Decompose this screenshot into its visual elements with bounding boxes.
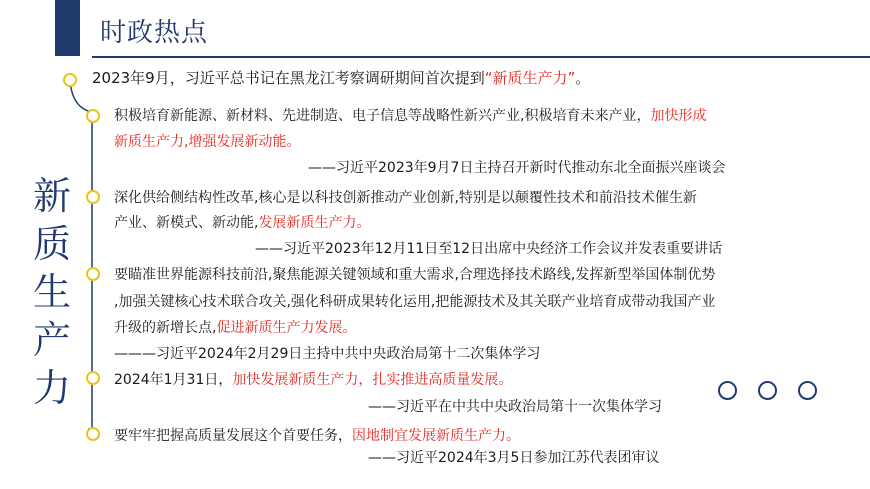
item-source: ——习近平2024年3月5日参加江苏代表团审议 [368,450,660,466]
item-text: 升级的新增长点, [114,320,217,336]
item-line [114,211,370,235]
item-highlight: 加快形成 [650,108,707,124]
item-line [114,186,697,210]
circle-icon [798,381,817,400]
item-line [114,104,706,128]
side-title-char: 新 [32,174,71,218]
item-line [114,290,715,314]
intro-text: 2023年9月，习近平总书记在黑龙江考察调研期间首次提到 [92,69,485,87]
item-highlight: 新质生产力,增强发展新动能。 [114,134,301,150]
page-title: 时政热点 [100,18,209,48]
item-highlight: 发展新质生产力。 [258,215,371,231]
item-highlight: 加快发展新质生产力，扎实推进高质量发展。 [232,372,513,388]
item-source: ———习近平2024年2月29日主持中共中央政治局第十二次集体学习 [114,346,541,362]
timeline-bullet [86,371,100,385]
side-title-char: 产 [32,318,71,362]
intro-tail: 。 [575,69,591,87]
item-text: 深化供给侧结构性改革,核心是以科技创新推动产业创新,特别是以颠覆性技术和前沿技术催生新 [114,190,697,206]
circle-icon [718,381,737,400]
item-line [114,368,512,392]
item-source: ——习近平2023年12月11日至12日出席中央经济工作会议并发表重要讲话 [255,241,723,257]
item-line [114,424,520,448]
item-text: 要牢牢把握高质量发展这个首要任务， [114,428,352,444]
item-source: ——习近平2023年9月7日主持召开新时代推动东北全面振兴座谈会 [308,160,726,176]
item-text: 积极培育新能源、新材料、先进制造、电子信息等战略性新兴产业,积极培育未来产业， [114,108,651,124]
item-text: 产业、新模式、新动能, [114,215,259,231]
side-title-char: 生 [32,270,71,314]
item-line [114,316,356,340]
item-highlight: 因地制宜发展新质生产力。 [352,428,520,444]
item-text: ,加强关键核心技术联合攻关,强化科研成果转化运用,把能源技术及其关联产业培育成带动我国产业 [114,294,716,310]
side-title-char: 力 [32,366,71,410]
timeline-bullet [86,190,100,204]
side-title-char: 质 [32,222,71,266]
timeline-bullet [86,109,100,123]
item-line [114,263,715,287]
timeline-bullet [86,427,100,441]
intro-highlight: “新质生产力” [484,69,576,87]
item-highlight: 促进新质生产力发展。 [216,320,357,336]
timeline-bullet [86,267,100,281]
item-source: ——习近平在中共中央政治局第十一次集体学习 [368,399,662,415]
intro-line [92,66,590,90]
timeline-bullet [63,73,77,87]
item-line [114,130,300,154]
item-text: 要瞄准世界能源科技前沿,聚焦能源关键领域和重大需求,合理选择技术路线,发挥新型举国体制优势 [114,267,716,283]
item-text: 2024年1月31日， [114,372,233,388]
circle-icon [758,381,777,400]
